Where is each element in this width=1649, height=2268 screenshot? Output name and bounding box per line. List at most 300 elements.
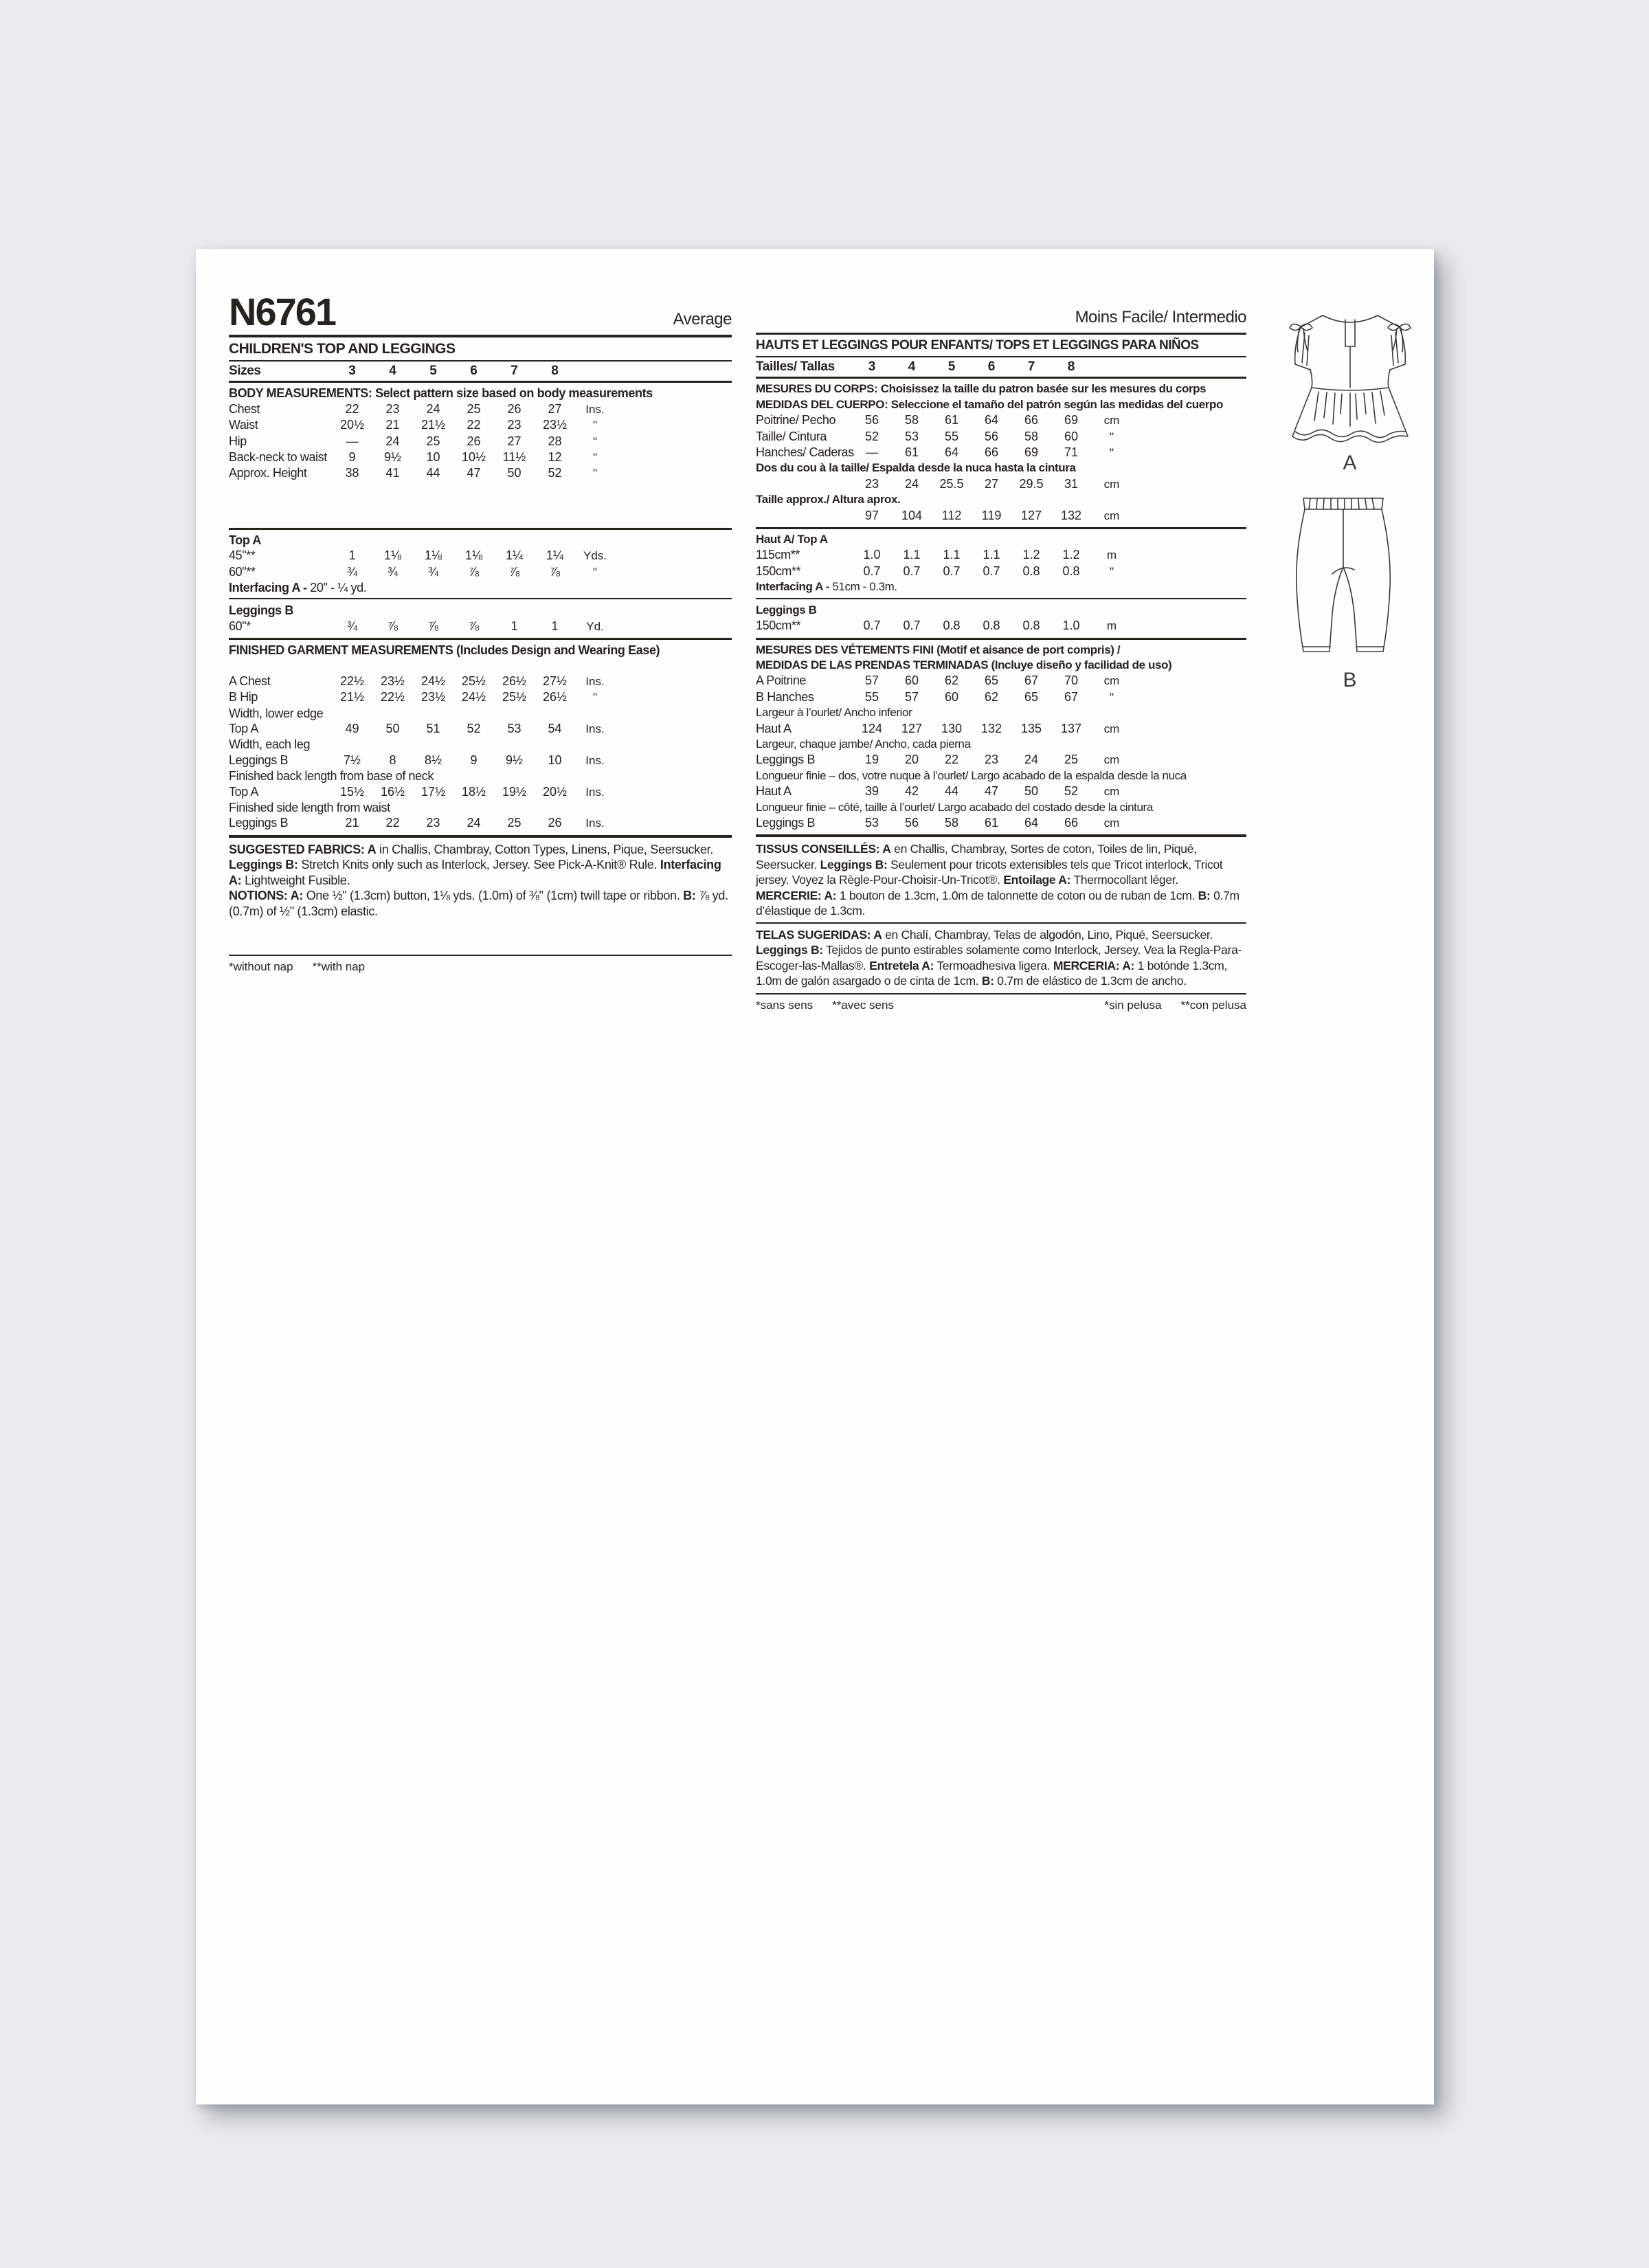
table-span-label: Haut A/ Top A xyxy=(756,533,828,546)
tissus-conseilles-fr xyxy=(756,841,1246,919)
row-value: 1.2 xyxy=(1022,548,1040,562)
leggings-b-label: B xyxy=(1343,669,1358,691)
divider-rule xyxy=(229,835,732,838)
row-value: 1.0 xyxy=(863,548,881,562)
row-value: 137 xyxy=(1060,721,1082,735)
row-value: 25 xyxy=(426,434,440,448)
row-value: 1 xyxy=(348,548,356,563)
row-unit: " xyxy=(592,565,598,579)
row-value: 22 xyxy=(345,401,359,416)
row-value: 54 xyxy=(548,721,562,735)
table-row xyxy=(756,721,1246,737)
divider-rule xyxy=(229,598,732,599)
row-value: 1.1 xyxy=(983,548,1000,562)
row-label: Hanches/ Caderas xyxy=(756,445,854,460)
row-value: 66 xyxy=(1064,815,1079,830)
french-header xyxy=(756,293,1246,329)
divider-rule xyxy=(756,993,1246,994)
row-value: 0.7 xyxy=(863,619,881,633)
row-value: 26 xyxy=(467,434,481,448)
row-value: 21 xyxy=(385,418,400,432)
row-value: 15½ xyxy=(339,784,365,799)
row-value: 4 xyxy=(389,364,396,378)
plain-text: en Chalí, Chambray, Telas de algodón, Lino, Piqué, Seersucker. xyxy=(882,927,1213,942)
row-unit: Yd. xyxy=(586,619,604,633)
row-label: Top A xyxy=(229,721,259,735)
row-value: 9½ xyxy=(383,450,402,465)
row-unit: " xyxy=(592,451,598,465)
row-value: 28 xyxy=(548,434,562,448)
row-value: 57 xyxy=(864,674,879,688)
row-value: 21½ xyxy=(420,418,446,432)
row-value: 67 xyxy=(1064,689,1079,704)
table-span-label: MESURES DES VÉTEMENTS FINI (Motif et aisance de port compris) / xyxy=(756,643,1121,656)
row-value: 22 xyxy=(467,418,481,432)
bold-text: MERCERIE: A: xyxy=(756,888,837,902)
row-value: 16½ xyxy=(380,784,405,799)
row-value: 61 xyxy=(904,445,919,460)
table-span-label: BODY MEASUREMENTS: Select pattern size based on body measurements xyxy=(229,386,653,401)
row-unit: " xyxy=(1109,564,1114,578)
row-value: 23 xyxy=(385,401,400,416)
plain-text: Seulement pour tricots extensibles tels que Tricot interlock, Tricot jersey. Voyez la Règle-Pour-Choisir-Un-Tricot®. xyxy=(756,857,1223,887)
row-value: 52 xyxy=(467,721,481,735)
sizes-row-en xyxy=(229,362,732,381)
row-value: 9½ xyxy=(505,753,524,767)
row-unit: " xyxy=(1109,430,1114,443)
row-value: 23 xyxy=(426,816,440,830)
row-unit: Ins. xyxy=(585,402,605,416)
row-unit: Ins. xyxy=(585,674,605,688)
row-value: 1⅛ xyxy=(424,548,442,563)
table-row xyxy=(756,752,1246,768)
row-value: 55 xyxy=(944,429,959,443)
table-span-label: Top A xyxy=(229,533,261,547)
row-value: 26 xyxy=(548,816,562,830)
plain-text: 1 bouton de 1.3cm, 1.0m de talonnette de coton ou de ruban de 1cm. xyxy=(836,888,1198,902)
row-value: 104 xyxy=(901,508,923,522)
row-value: 1 xyxy=(511,619,518,633)
row-label: Haut A xyxy=(756,721,792,735)
row-value: 97 xyxy=(864,508,879,522)
row-value: 132 xyxy=(980,721,1002,735)
row-value: — xyxy=(346,434,359,448)
finished-measurements-table-en xyxy=(229,640,732,834)
table-row xyxy=(756,618,1246,634)
row-value: 27 xyxy=(984,476,999,491)
table-row xyxy=(756,689,1246,705)
row-value: 49 xyxy=(345,721,359,735)
row-value: 22½ xyxy=(339,674,365,688)
table-span-label: Largeur à l’ourlet/ Ancho inferior xyxy=(756,706,912,720)
row-value: 1.2 xyxy=(1062,548,1080,562)
yardage-table-en xyxy=(229,530,732,638)
row-value: 53 xyxy=(904,429,919,443)
row-value: 62 xyxy=(984,689,999,704)
bold-text: SUGGESTED FABRICS: A xyxy=(229,842,377,856)
body-measurements-table-en xyxy=(229,383,732,485)
row-value: 41 xyxy=(385,466,400,480)
row-unit: cm xyxy=(1103,509,1120,522)
row-value: 21½ xyxy=(339,690,365,704)
table-row xyxy=(756,476,1246,492)
bold-text: Interfacing A - xyxy=(229,581,311,595)
row-value: 0.8 xyxy=(1022,619,1040,633)
table-span-label: Largeur, chaque jambe/ Ancho, cada pierna xyxy=(756,737,971,751)
row-value: 56 xyxy=(904,815,919,830)
pattern-number: N6761 xyxy=(229,290,336,333)
notions-en xyxy=(229,888,732,919)
row-value: 18½ xyxy=(461,784,486,799)
row-label: Tailles/ Tallas xyxy=(756,359,835,374)
finished-measurements-table-fr xyxy=(756,640,1246,835)
table-row xyxy=(229,721,732,737)
plain-text: 0.7m de elástico de 1.3cm de ancho. xyxy=(994,974,1187,988)
row-value: 0.7 xyxy=(903,619,921,633)
row-label: Hip xyxy=(229,434,247,448)
row-value: 9 xyxy=(348,450,356,465)
row-value: 47 xyxy=(467,466,481,480)
row-value: 65 xyxy=(1024,689,1039,704)
row-value: 8 xyxy=(1067,359,1075,374)
footnote: **avec sens xyxy=(832,998,894,1012)
row-value: 58 xyxy=(1024,429,1039,443)
table-row xyxy=(229,434,732,449)
row-value: 23½ xyxy=(542,418,568,432)
table-span-label: FINISHED GARMENT MEASUREMENTS (Includes Design and Wearing Ease) xyxy=(229,643,660,658)
row-value: ⅞ xyxy=(427,619,438,633)
table-span-label: MESURES DU CORPS: Choisissez la taille du patron basée sur les mesures du corps xyxy=(756,382,1207,396)
row-value: 66 xyxy=(984,445,999,460)
nap-footnotes xyxy=(229,960,365,974)
row-value: ¾ xyxy=(427,564,438,579)
row-unit: " xyxy=(592,691,598,704)
table-row xyxy=(756,673,1246,689)
row-value: 24 xyxy=(1024,753,1039,767)
plain-text: One ½" (1.3cm) button, 1⅛ yds. (1.0m) of ⅜" (1cm) twill tape or ribbon. xyxy=(303,889,684,903)
table-row xyxy=(229,417,732,433)
bold-text: MERCERIA: A: xyxy=(1053,958,1135,972)
row-label: 150cm** xyxy=(756,619,801,633)
plain-text: 20" - ¼ yd. xyxy=(310,581,367,595)
row-value: 44 xyxy=(426,466,440,480)
row-value: 26½ xyxy=(542,690,568,704)
table-row xyxy=(229,619,732,634)
row-value: 27 xyxy=(548,401,562,416)
row-value: 24 xyxy=(904,476,919,491)
row-value: 9 xyxy=(470,753,478,767)
bold-text: Leggings B: xyxy=(756,943,823,957)
plain-text: ⅞ yd. (0.7m) of ½" (1.3cm) elastic. xyxy=(229,889,728,918)
plain-text: Tejidos de punto estirables solamente como Interlock, Jersey. Vea la Regla-Para-Escoger-las-Mallas®. xyxy=(756,943,1242,972)
table-row xyxy=(756,359,1246,375)
table-row xyxy=(756,508,1246,524)
row-label: Top A xyxy=(229,784,259,799)
row-unit: Yds. xyxy=(583,549,607,563)
table-row xyxy=(756,783,1246,799)
table-span-label: Dos du cou à la taille/ Espalda desde la nuca hasta la cintura xyxy=(756,461,1076,475)
row-value: 58 xyxy=(904,413,919,427)
row-unit: m xyxy=(1106,619,1117,633)
nap-footnotes-es xyxy=(1104,999,1246,1012)
row-value: 7 xyxy=(511,364,518,378)
row-unit: Ins. xyxy=(585,753,605,767)
difficulty-label-fr: Moins Facile/ Intermedio xyxy=(1075,308,1246,326)
bold-text: TISSUS CONSEILLÉS: A xyxy=(756,842,891,856)
table-span-label xyxy=(756,579,1246,594)
row-value: 0.8 xyxy=(1062,564,1080,578)
row-value: 64 xyxy=(1024,815,1039,830)
row-value: 1⅛ xyxy=(464,548,483,563)
sizes-row-fr xyxy=(756,357,1246,377)
footnotes-fr xyxy=(756,999,1246,1012)
row-unit: cm xyxy=(1103,674,1120,688)
table-row xyxy=(756,547,1246,563)
row-value: 21 xyxy=(345,816,359,830)
row-value: 25½ xyxy=(461,674,486,688)
row-value: 26 xyxy=(507,401,521,416)
bold-text: B: xyxy=(981,974,994,988)
table-span-label: Longueur finie – dos, votre nuque à l’ourlet/ Largo acabado de la espalda desde la nuca xyxy=(756,768,1187,782)
table-row xyxy=(229,689,732,705)
row-label: 150cm** xyxy=(756,564,801,578)
row-value: 25 xyxy=(467,401,481,416)
table-row xyxy=(229,364,732,379)
table-row xyxy=(229,465,732,481)
bold-text: Interfacing A - xyxy=(756,580,833,594)
row-value: 19½ xyxy=(502,784,527,799)
spacer xyxy=(229,658,732,674)
table-span-label: MEDIDAS DEL CUERPO: Seleccione el tamaño del patrón según las medidas del cuerpo xyxy=(756,397,1223,411)
row-value: ⅞ xyxy=(508,564,519,579)
row-value: 10½ xyxy=(461,450,486,465)
table-row xyxy=(756,815,1246,831)
row-value: 22 xyxy=(944,753,959,767)
row-value: 0.8 xyxy=(983,619,1000,633)
garment-illustrations xyxy=(1275,304,1426,692)
row-unit: " xyxy=(592,434,598,448)
row-value: 6 xyxy=(470,364,478,378)
bold-text: NOTIONS: A: xyxy=(229,889,304,903)
spacer xyxy=(229,485,732,528)
nap-footnotes-fr xyxy=(756,999,894,1012)
divider-rule xyxy=(756,834,1246,837)
row-value: 20 xyxy=(904,753,919,767)
row-label: 45"** xyxy=(229,548,256,563)
row-value: 66 xyxy=(1024,413,1039,427)
row-label: B Hip xyxy=(229,690,258,704)
row-unit: " xyxy=(592,467,598,480)
row-value: 24 xyxy=(385,434,400,448)
table-row xyxy=(756,445,1246,460)
row-value: ⅞ xyxy=(387,619,398,633)
row-value: 27½ xyxy=(542,674,568,688)
table-row xyxy=(229,548,732,564)
table-span-label: MEDIDAS DE LAS PRENDAS TERMINADAS (Incluye diseño y facilidad de uso) xyxy=(756,658,1172,671)
table-row xyxy=(229,784,732,800)
top-a-line-drawing-icon xyxy=(1275,304,1426,452)
row-value: 127 xyxy=(1020,508,1042,522)
bold-text: B: xyxy=(683,889,696,903)
row-value: 1¼ xyxy=(505,548,524,563)
row-value: 60 xyxy=(944,689,959,704)
garment-title-fr: HAUTS ET LEGGINGS POUR ENFANTS/ TOPS ET LEGGINGS PARA NIÑOS xyxy=(756,338,1199,353)
row-value: 24 xyxy=(467,816,481,830)
row-value: 25 xyxy=(1064,753,1079,767)
row-unit: cm xyxy=(1103,753,1120,767)
footnotes-en xyxy=(229,960,732,974)
row-value: 70 xyxy=(1064,674,1079,688)
row-value: 8 xyxy=(551,364,559,378)
row-value: 19 xyxy=(864,753,879,767)
row-value: 0.8 xyxy=(943,619,961,633)
row-value: 51 xyxy=(426,721,440,735)
row-value: ⅞ xyxy=(549,564,560,579)
row-value: 60 xyxy=(904,674,919,688)
row-value: 135 xyxy=(1020,721,1042,735)
row-unit: " xyxy=(1109,690,1114,704)
table-row xyxy=(229,449,732,465)
table-span-label: Leggings B xyxy=(229,603,293,618)
row-value: 20½ xyxy=(339,418,365,432)
english-header xyxy=(229,290,732,333)
row-unit: cm xyxy=(1103,477,1120,491)
row-value: 25.5 xyxy=(939,476,964,491)
row-value: 56 xyxy=(984,429,999,443)
row-unit: " xyxy=(592,419,598,432)
yardage-table-fr xyxy=(756,529,1246,637)
row-label: Leggings B xyxy=(229,753,289,767)
bold-text: B: xyxy=(1198,888,1211,902)
row-value: 4 xyxy=(908,359,916,374)
row-value: 27 xyxy=(507,434,521,448)
row-value: 25 xyxy=(507,816,521,830)
row-label: Haut A xyxy=(756,784,792,799)
row-value: 39 xyxy=(864,784,879,799)
row-value: 3 xyxy=(868,359,876,374)
row-value: 12 xyxy=(548,450,562,465)
row-value: 42 xyxy=(904,784,919,799)
table-row xyxy=(756,564,1246,579)
row-unit: cm xyxy=(1103,816,1120,830)
plain-text: en Challis, Chambray, Sortes de coton, Toiles de lin, Piqué, Seersucker. xyxy=(756,842,1197,871)
bold-text: TELAS SUGERIDAS: A xyxy=(756,927,882,942)
bold-text: Leggings B: xyxy=(229,858,298,872)
row-value: 0.7 xyxy=(983,564,1000,578)
row-value: 3 xyxy=(348,364,356,378)
row-value: 71 xyxy=(1064,445,1079,460)
row-value: 119 xyxy=(981,508,1002,522)
bold-text: Entretela A: xyxy=(869,958,934,972)
row-value: 1⅛ xyxy=(383,548,402,563)
row-value: 57 xyxy=(904,689,919,704)
plain-text: Termoadhesiva ligera. xyxy=(934,958,1053,972)
row-value: 50 xyxy=(1024,784,1039,799)
table-row xyxy=(229,815,732,831)
row-label: Leggings B xyxy=(756,753,816,767)
row-value: 23½ xyxy=(380,674,405,688)
row-label: Leggings B xyxy=(229,816,289,830)
english-column xyxy=(229,290,732,974)
row-value: 22 xyxy=(385,816,400,830)
row-value: 7½ xyxy=(343,753,361,767)
row-value: 52 xyxy=(548,466,562,480)
row-value: 69 xyxy=(1024,445,1039,460)
table-row xyxy=(756,412,1246,428)
row-value: 11½ xyxy=(502,450,526,465)
row-value: 124 xyxy=(861,721,883,735)
pattern-envelope-back-sheet xyxy=(196,249,1434,2104)
table-row xyxy=(229,753,732,768)
top-a-label: A xyxy=(1343,452,1358,474)
row-value: ⅞ xyxy=(468,619,479,633)
row-unit: cm xyxy=(1103,414,1120,427)
table-span-label: Finished back length from base of neck xyxy=(229,769,434,783)
row-label: A Chest xyxy=(229,674,271,688)
plain-text: 51cm - 0.3m. xyxy=(832,580,897,594)
row-value: ⅞ xyxy=(468,564,479,579)
row-value: 61 xyxy=(944,413,959,427)
row-label: Poitrine/ Pecho xyxy=(756,413,836,427)
row-value: 10 xyxy=(548,753,562,767)
row-label: Sizes xyxy=(229,364,261,378)
suggested-fabrics-en xyxy=(229,842,732,889)
footnote: *sans sens xyxy=(756,998,814,1012)
row-value: 29.5 xyxy=(1019,476,1044,491)
table-span-label xyxy=(229,580,732,595)
row-value: 23 xyxy=(507,418,521,432)
row-unit: " xyxy=(1109,446,1114,460)
footnote: **with nap xyxy=(312,960,366,974)
row-value: 62 xyxy=(944,674,959,688)
bold-text: Leggings B: xyxy=(820,857,888,871)
table-span-label: Taille approx./ Altura aprox. xyxy=(756,493,901,507)
row-value: 8 xyxy=(389,753,396,767)
row-value: 24½ xyxy=(461,690,486,704)
plain-text: Lightweight Fusible. xyxy=(241,873,350,887)
row-value: 130 xyxy=(941,721,963,735)
row-unit: cm xyxy=(1103,785,1120,799)
row-value: ¾ xyxy=(346,619,357,633)
row-label: Leggings B xyxy=(756,815,816,830)
row-label: Back-neck to waist xyxy=(229,450,327,465)
table-span-label: Leggings B xyxy=(756,603,817,616)
row-label: 115cm** xyxy=(756,548,800,562)
telas-sugeridas-es xyxy=(756,927,1246,989)
garment-title-en: CHILDREN'S TOP AND LEGGINGS xyxy=(229,341,456,357)
row-value: 69 xyxy=(1064,413,1079,427)
row-value: 8½ xyxy=(424,753,442,767)
row-value: 1¼ xyxy=(546,548,564,563)
row-label: Taille/ Cintura xyxy=(756,429,827,443)
row-value: 65 xyxy=(984,674,999,688)
row-value: 47 xyxy=(984,784,999,799)
plain-text: 0.7m d’élastique de 1.3cm. xyxy=(756,888,1239,918)
footnote: **con pelusa xyxy=(1180,998,1246,1012)
row-unit: Ins. xyxy=(585,816,605,830)
row-value: 50 xyxy=(385,721,400,735)
row-unit: m xyxy=(1106,548,1117,562)
table-span-label: Width, lower edge xyxy=(229,706,324,720)
row-value: 31 xyxy=(1064,476,1079,491)
table-row xyxy=(756,429,1246,445)
row-label: A Poitrine xyxy=(756,674,807,688)
leggings-b-line-drawing-icon xyxy=(1275,490,1426,669)
row-value: 10 xyxy=(426,450,440,465)
row-value: 0.7 xyxy=(863,564,881,578)
row-value: — xyxy=(866,445,878,460)
row-value: 56 xyxy=(864,413,879,427)
